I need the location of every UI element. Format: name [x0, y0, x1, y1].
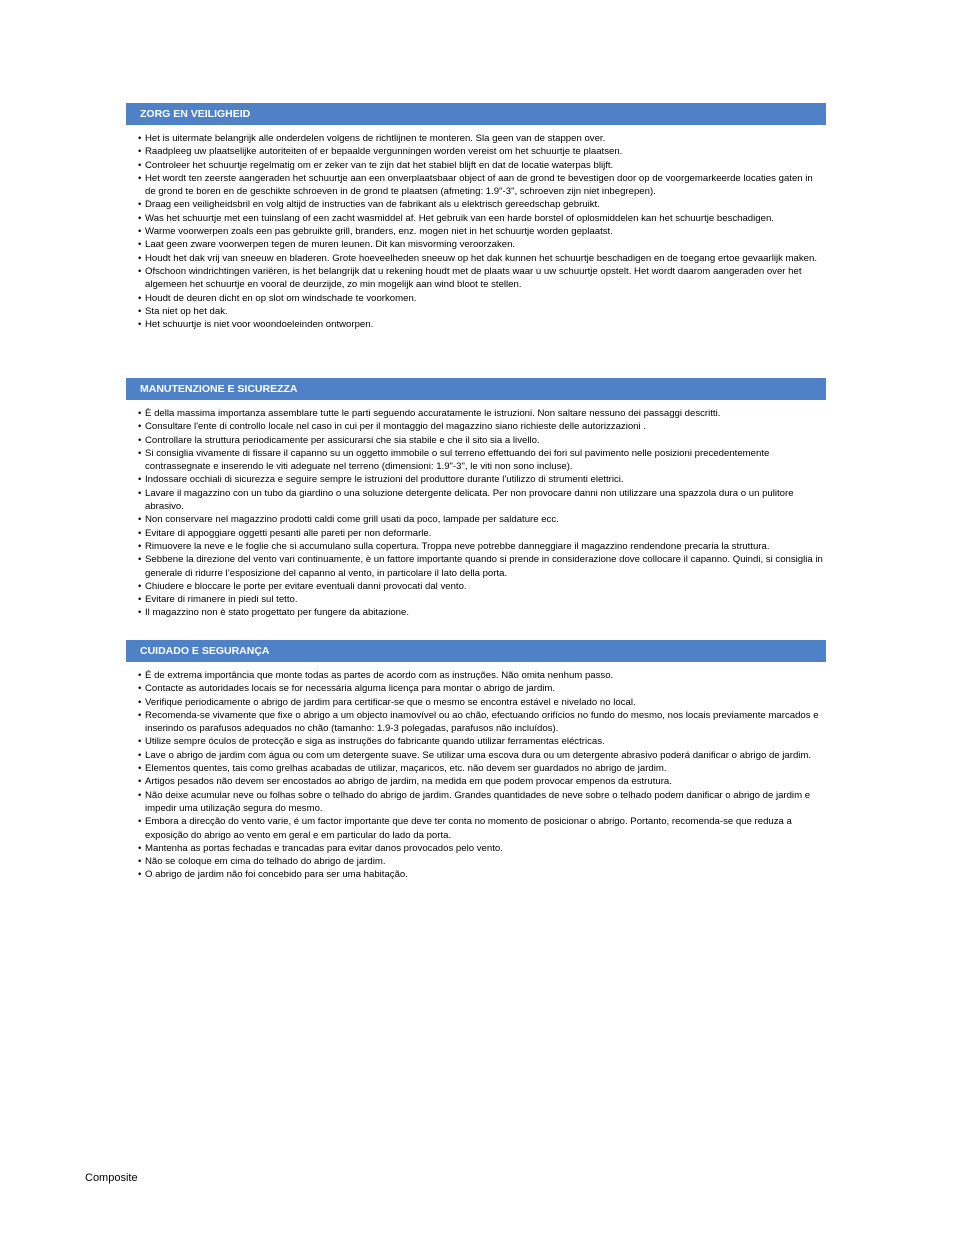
list-item: • Evitare di appoggiare oggetti pesanti alle pareti per non deformarle.: [138, 527, 826, 540]
section-header: ZORG EN VEILIGHEID: [126, 103, 826, 125]
list-item: • Embora a direcção do vento varie, é um factor importante que deve ter conta no momento de posicionar o abrigo. Portanto, recomenda-se que reduza a exposição do abrigo ao vento em geral e em particular do lado da porta.: [138, 815, 826, 842]
section-manutenzione-e-sicurezza: [126, 378, 826, 620]
item-list: [126, 669, 826, 882]
list-item: • È della massima importanza assemblare tutte le parti seguendo accuratamente le istruzioni. Non saltare nessuno dei passaggi descritti.: [138, 407, 826, 420]
list-item: • Sebbene la direzione del vento vari continuamente, è un fattore importante quando si prende in considerazione dove collocare il capanno. Quindi, si consiglia in generale di ridurre l’esposizione del capanno al vento, in particolare il lato della porta.: [138, 553, 826, 580]
section-zorg-en-veiligheid: [126, 103, 826, 331]
list-item: • Verifique periodicamente o abrigo de jardim para certificar-se que o mesmo se encontra estável e nivelado no local.: [138, 696, 826, 709]
list-item: • Houdt het dak vrij van sneeuw en bladeren. Grote hoeveelheden sneeuw op het dak kunnen het schuurtje beschadigen en de toegang ertoe gevaarlijk maken.: [138, 252, 826, 265]
list-item: • Het schuurtje is niet voor woondoeleinden ontworpen.: [138, 318, 826, 331]
list-item: • Lavare il magazzino con un tubo da giardino o una soluzione detergente delicata. Per non provocare danni non utilizzare una spazzola dura o un pulitore abrasivo.: [138, 487, 826, 514]
list-item: • Warme voorwerpen zoals een pas gebruikte grill, branders, enz. mogen niet in het schuurtje worden geplaatst.: [138, 225, 826, 238]
list-item: • Houdt de deuren dicht en op slot om windschade te voorkomen.: [138, 292, 826, 305]
list-item: • Il magazzino non è stato progettato per fungere da abitazione.: [138, 606, 826, 619]
list-item: • Recomenda-se vivamente que fixe o abrigo a um objecto inamovível ou ao chão, efectuando orifícios no fundo do mesmo, nos locais previamente marcados e inserindo os parafusos adequados no chão (tamanho: 1.9-3 polegadas, parafusos não incluídos).: [138, 709, 826, 736]
footer-label: Composite: [85, 1172, 138, 1184]
list-item: • Lave o abrigo de jardim com água ou com um detergente suave. Se utilizar uma escova dura ou um detergente abrasivo poderá danificar o abrigo de jardim.: [138, 749, 826, 762]
list-item: • Não deixe acumular neve ou folhas sobre o telhado do abrigo de jardim. Grandes quantidades de neve sobre o telhado podem danificar o abrigo de jardim e impedir uma utilização segura do mesmo.: [138, 789, 826, 816]
list-item: • Was het schuurtje met een tuinslang of een zacht wasmiddel af. Het gebruik van een harde borstel of oplosmiddelen kan het schuurtje beschadigen.: [138, 212, 826, 225]
list-item: • Controleer het schuurtje regelmatig om er zeker van te zijn dat het stabiel blijft en dat de locatie waterpas blijft.: [138, 159, 826, 172]
list-item: • Chiudere e bloccare le porte per evitare eventuali danni provocati dal vento.: [138, 580, 826, 593]
list-item: • Elementos quentes, tais como grelhas acabadas de utilizar, maçaricos, etc. não devem ser guardados no abrigo de jardim.: [138, 762, 826, 775]
list-item: • Controllare la struttura periodicamente per assicurarsi che sia stabile e che il sito sia a livello.: [138, 434, 826, 447]
list-item: • Consultare l'ente di controllo locale nel caso in cui per il montaggio del magazzino siano richieste delle autorizzazioni .: [138, 420, 826, 433]
item-list: [126, 132, 826, 331]
list-item: • Evitare di rimanere in piedi sul tetto.: [138, 593, 826, 606]
section-header: CUIDADO E SEGURANÇA: [126, 640, 826, 662]
section-header: MANUTENZIONE E SICUREZZA: [126, 378, 826, 400]
list-item: • Sta niet op het dak.: [138, 305, 826, 318]
list-item: • Draag een veiligheidsbril en volg altijd de instructies van de fabrikant als u elektrisch gereedschap gebruikt.: [138, 198, 826, 211]
list-item: • Artigos pesados não devem ser encostados ao abrigo de jardim, na medida em que podem provocar empenos da estrutura.: [138, 775, 826, 788]
list-item: • O abrigo de jardim não foi concebido para ser uma habitação.: [138, 868, 826, 881]
list-item: • Raadpleeg uw plaatselijke autoriteiten of er bepaalde vergunningen worden vereist om het schuurtje te plaatsen.: [138, 145, 826, 158]
list-item: • Utilize sempre óculos de protecção e siga as instruções do fabricante quando utilizar ferramentas eléctricas.: [138, 735, 826, 748]
section-cuidado-e-seguranca: [126, 640, 826, 882]
item-list: [126, 407, 826, 620]
list-item: • Mantenha as portas fechadas e trancadas para evitar danos provocados pelo vento.: [138, 842, 826, 855]
list-item: • Het wordt ten zeerste aangeraden het schuurtje aan een onverplaatsbaar object of aan de grond te bevestigen door op de voorgemarkeerde locaties gaten in de grond te boren en de geschikte schroeven in de grond te plaatsen (afmeting: 1.9"-3", schroeven zijn niet inbegrepen).: [138, 172, 826, 199]
list-item: • Indossare occhiali di sicurezza e seguire sempre le istruzioni del produttore durante l'utilizzo di strumenti elettrici.: [138, 473, 826, 486]
list-item: • Het is uitermate belangrijk alle onderdelen volgens de richtlijnen te monteren. Sla geen van de stappen over.: [138, 132, 826, 145]
list-item: • É de extrema importância que monte todas as partes de acordo com as instruções. Não omita nenhum passo.: [138, 669, 826, 682]
list-item: • Ofschoon windrichtingen variëren, is het belangrijk dat u rekening houdt met de plaats waar u uw schuurtje opstelt. Het wordt daarom aangeraden over het algemeen het schuurtje en vooral de deurzijde, zo min mogelijk aan wind bloot te stellen.: [138, 265, 826, 292]
list-item: • Não se coloque em cima do telhado do abrigo de jardim.: [138, 855, 826, 868]
list-item: • Si consiglia vivamente di fissare il capanno su un oggetto immobile o sul terreno effettuando dei fori sul pavimento nelle posizioni precedentemente contrassegnate e inserendo le viti adeguate nel terreno (dimensioni: 1.9"-3", le viti non sono incluse).: [138, 447, 826, 474]
list-item: • Contacte as autoridades locais se for necessária alguma licença para montar o abrigo de jardim.: [138, 682, 826, 695]
list-item: • Non conservare nel magazzino prodotti caldi come grill usati da poco, lampade per saldature ecc.: [138, 513, 826, 526]
list-item: • Laat geen zware voorwerpen tegen de muren leunen. Dit kan misvorming veroorzaken.: [138, 238, 826, 251]
list-item: • Rimuovere la neve e le foglie che si accumulano sulla copertura. Troppa neve potrebbe danneggiare il magazzino rendendone precaria la struttura.: [138, 540, 826, 553]
